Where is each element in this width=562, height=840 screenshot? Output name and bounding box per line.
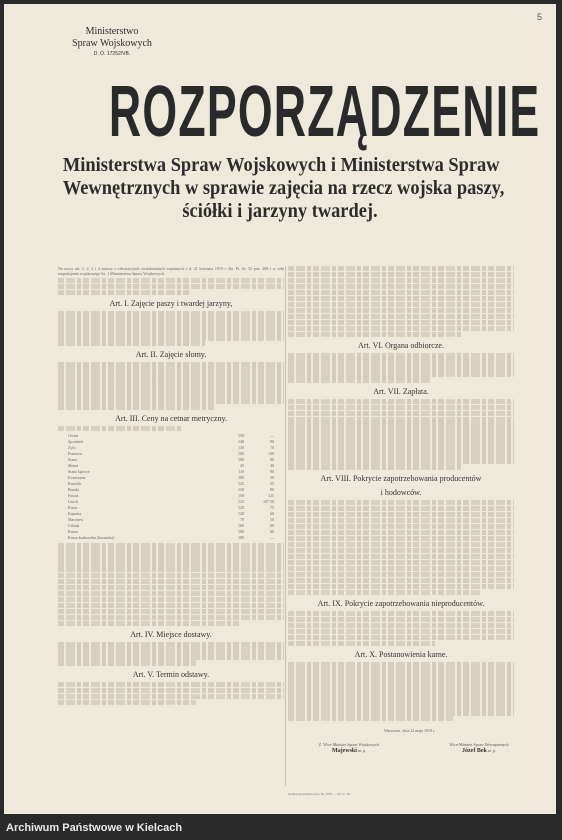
text-line: [58, 278, 284, 283]
text-line: [58, 374, 284, 379]
price-cell: Koniczyna: [68, 475, 86, 481]
price-cell: 100: [238, 451, 244, 457]
issuer-line1: Ministerstwo: [85, 26, 139, 37]
text-line: [58, 585, 284, 590]
price-cell: 110: [238, 469, 244, 475]
text-line: [288, 377, 430, 382]
text-line: [58, 311, 284, 316]
price-cell: Słoma: [68, 463, 79, 469]
price-cell: Fasola: [68, 493, 79, 499]
article-heading: Art. IX. Pokrycie zapotrzebowania nieproducentów.: [317, 598, 485, 608]
text-line: [58, 335, 284, 340]
price-cell: 60: [270, 511, 274, 517]
text-line: [288, 411, 514, 416]
price-cell: Groch: [68, 499, 78, 505]
text-line: [288, 629, 514, 634]
text-line: [58, 386, 284, 391]
text-line: [288, 266, 514, 271]
text-line: [288, 554, 514, 559]
text-line: [58, 362, 284, 367]
price-cell: 70: [270, 445, 274, 451]
text-line: [58, 591, 284, 596]
price-cell: 80: [270, 469, 274, 475]
price-cell: 40: [270, 463, 274, 469]
text-line: [288, 611, 514, 616]
text-line: [288, 698, 514, 703]
text-line: [288, 371, 514, 376]
document-page: [4, 4, 556, 814]
price-cell: 100: [238, 457, 244, 463]
text-line: [58, 380, 284, 385]
subtitle-line: ściółki i jarzyny twardej.: [182, 200, 378, 222]
price-cell: 30: [270, 475, 274, 481]
price-cell: 180: [238, 475, 244, 481]
text-line: [288, 584, 514, 589]
article-heading: Art. VI. Organa odbiorcze.: [358, 341, 444, 351]
price-cell: Kasza krakowska (kaszanka): [68, 535, 115, 541]
right-column: [288, 266, 514, 722]
text-line: [58, 561, 284, 566]
price-cell: Kartofle: [68, 481, 82, 487]
text-line: [288, 399, 514, 404]
text-line: [288, 500, 514, 505]
signature-name: Majewski: [331, 748, 357, 754]
text-line: [58, 426, 182, 431]
article-heading: Art. VII. Zapłata.: [373, 386, 429, 396]
price-cell: —: [270, 433, 274, 439]
text-line: [288, 668, 514, 673]
text-line: [288, 464, 462, 469]
text-line: [288, 512, 514, 517]
text-line: [58, 290, 191, 295]
printer-imprint: Drukarnia Państwowa, № 1870 — 29. V. 19.: [288, 792, 351, 796]
text-line: [58, 323, 284, 328]
text-line: [58, 368, 284, 373]
document-subtitle: [62, 154, 505, 223]
text-line: [288, 710, 514, 715]
text-line: [58, 284, 284, 289]
page-number: 5: [536, 12, 542, 22]
text-line: [288, 641, 435, 646]
price-cell: 25: [270, 481, 274, 487]
price-cell: 150: [238, 493, 244, 499]
text-line: [58, 660, 196, 665]
price-cell: 80: [270, 439, 274, 445]
text-line: [288, 458, 514, 463]
price-cell: 125: [268, 493, 274, 499]
price-cell: —: [270, 535, 274, 541]
text-line: [58, 700, 196, 705]
text-line: [288, 548, 514, 553]
text-line: [288, 272, 514, 277]
text-line: [288, 452, 514, 457]
intro-paragraph: Na mocy art. 1, 2, 3 i 4 ustawy o rekwizycjach świadczeniach wojennych z d. 21 kwietnia 1919 r. Dz. Pr. № 32 poz. 268 i w celu zaspokojenia wojskowego Sz. 1 Ministerstwa Spraw Wojskowych.: [58, 266, 284, 277]
text-line: [288, 530, 514, 535]
text-line: [58, 688, 284, 693]
text-line: [288, 446, 514, 451]
archive-footer: Archiwum Państwowe w Kielcach: [0, 816, 562, 840]
text-line: [288, 536, 514, 541]
price-cell: Siano łąkowe: [68, 469, 90, 475]
article-heading: Art. II. Zajęcie słomy.: [135, 350, 207, 360]
issuer-header: [64, 26, 160, 58]
reference-number: D. O. 17252/VB.: [93, 51, 131, 57]
text-line: [58, 341, 205, 346]
text-line: [58, 648, 284, 653]
text-line: [288, 566, 514, 571]
text-line: [288, 428, 514, 433]
text-line: [288, 560, 514, 565]
price-cell: 107.50: [263, 499, 274, 505]
text-line: [288, 440, 514, 445]
article-heading: Art. III. Ceny na cetnar metryczny.: [115, 413, 227, 423]
text-line: [58, 621, 241, 626]
text-line: [288, 353, 514, 358]
text-line: [288, 680, 514, 685]
text-line: [58, 555, 284, 560]
price-cell: 160: [238, 523, 244, 529]
article-heading: i hodowców.: [380, 487, 422, 497]
price-cell: Pszen: [68, 505, 78, 511]
text-line: [288, 326, 514, 331]
text-line: [288, 662, 514, 667]
text-line: [288, 296, 514, 301]
price-cell: Cebula: [68, 523, 80, 529]
text-line: [58, 579, 284, 584]
text-line: [58, 398, 284, 403]
text-line: [288, 314, 514, 319]
text-line: [58, 642, 284, 647]
text-line: [288, 417, 514, 422]
signing-date: Warszawa, dnia 22 maja 1919 r.: [384, 728, 436, 733]
text-line: [58, 682, 284, 687]
text-line: [288, 434, 514, 439]
article-heading: Art. I. Zajęcie paszy i twardej jarzyny,: [109, 299, 233, 309]
signature-name: Józef Bek: [462, 748, 487, 754]
text-line: [288, 308, 514, 313]
price-cell: Siano: [68, 457, 78, 463]
text-line: [58, 567, 284, 572]
text-line: [288, 704, 514, 709]
text-line: [288, 518, 514, 523]
text-line: [288, 365, 514, 370]
price-cell: 130: [238, 487, 244, 493]
text-line: [288, 578, 514, 583]
price-cell: 100: [238, 529, 244, 535]
issuer-line2: Spraw Wojskowych: [72, 38, 152, 49]
price-cell: 80: [270, 457, 274, 463]
price-cell: 125: [238, 499, 244, 505]
text-line: [288, 716, 453, 721]
price-cell: 180: [238, 535, 244, 541]
text-line: [288, 617, 514, 622]
price-cell: 70: [240, 517, 244, 523]
price-cell: 60: [270, 529, 274, 535]
price-cell: 80: [270, 487, 274, 493]
price-cell: Buraki: [68, 487, 79, 493]
article-heading: Art. IV. Miejsce dostawy.: [130, 630, 212, 640]
price-cell: Jęczmień: [68, 439, 83, 445]
text-line: [288, 524, 514, 529]
article-heading: Art. VIII. Pokrycie zapotrzebowania producentów: [320, 473, 482, 483]
subtitle-line: Wewnętrznych w sprawie zajęcia na rzecz wojska paszy,: [62, 177, 505, 199]
text-line: [288, 542, 514, 547]
subtitle-line: Ministerstwa Spraw Wojskowych i Ministerstwa Spraw: [62, 154, 500, 176]
text-line: [288, 332, 462, 337]
text-line: [58, 573, 284, 578]
text-line: [288, 674, 514, 679]
price-cell: 60: [270, 523, 274, 529]
text-line: [288, 278, 514, 283]
price-cell: 140: [238, 439, 244, 445]
text-line: [58, 404, 214, 409]
price-cell: Kapusta: [68, 511, 82, 517]
text-line: [288, 405, 514, 410]
price-row: [68, 535, 274, 541]
text-line: [58, 694, 284, 699]
article-heading: Art. V. Termin odstawy.: [132, 669, 210, 679]
price-cell: 45: [240, 463, 244, 469]
text-line: [288, 590, 480, 595]
price-cell: 120: [238, 505, 244, 511]
price-cell: 130: [268, 451, 274, 457]
article-heading: Art. X. Postanowienia karne.: [354, 650, 448, 660]
left-column: [58, 266, 284, 706]
text-line: [288, 284, 514, 289]
signature-right: [424, 742, 534, 754]
price-cell: 130: [238, 445, 244, 451]
signature-role: Z. Wice-Minister Spraw Wojskowych: [318, 742, 380, 747]
price-cell: 120: [238, 511, 244, 517]
text-line: [58, 392, 284, 397]
signature-left: [294, 742, 404, 754]
text-line: [288, 359, 514, 364]
signature-suffix: m. p.: [357, 748, 367, 753]
price-cell: 125: [238, 481, 244, 487]
text-line: [58, 603, 284, 608]
text-line: [288, 623, 514, 628]
price-table: [68, 433, 274, 541]
document-title: ROZPORZĄDZENIE: [108, 72, 541, 152]
price-cell: 50: [270, 517, 274, 523]
price-cell: 75: [270, 505, 274, 511]
signature-suffix: m. p.: [487, 748, 496, 753]
text-line: [58, 317, 284, 322]
text-line: [288, 422, 514, 427]
text-line: [288, 506, 514, 511]
price-cell: Żyto: [68, 445, 76, 451]
text-line: [288, 686, 514, 691]
text-line: [58, 654, 284, 659]
price-cell: Kasza: [68, 529, 78, 535]
text-line: [58, 615, 284, 620]
text-line: [288, 290, 514, 295]
text-line: [58, 549, 284, 554]
price-cell: Pszenica: [68, 451, 82, 457]
text-line: [288, 320, 514, 325]
text-line: [288, 635, 514, 640]
text-line: [288, 572, 514, 577]
text-line: [58, 597, 284, 602]
column-divider: [285, 266, 286, 786]
price-cell: Marchew: [68, 517, 84, 523]
text-line: [58, 329, 284, 334]
price-cell: 150: [238, 433, 244, 439]
text-line: [288, 302, 514, 307]
text-line: [288, 692, 514, 697]
text-line: [58, 543, 284, 548]
price-cell: Owies: [68, 433, 79, 439]
text-line: [58, 609, 284, 614]
signature-role: Wice-Minister Spraw Wewnętrznych: [449, 742, 509, 747]
